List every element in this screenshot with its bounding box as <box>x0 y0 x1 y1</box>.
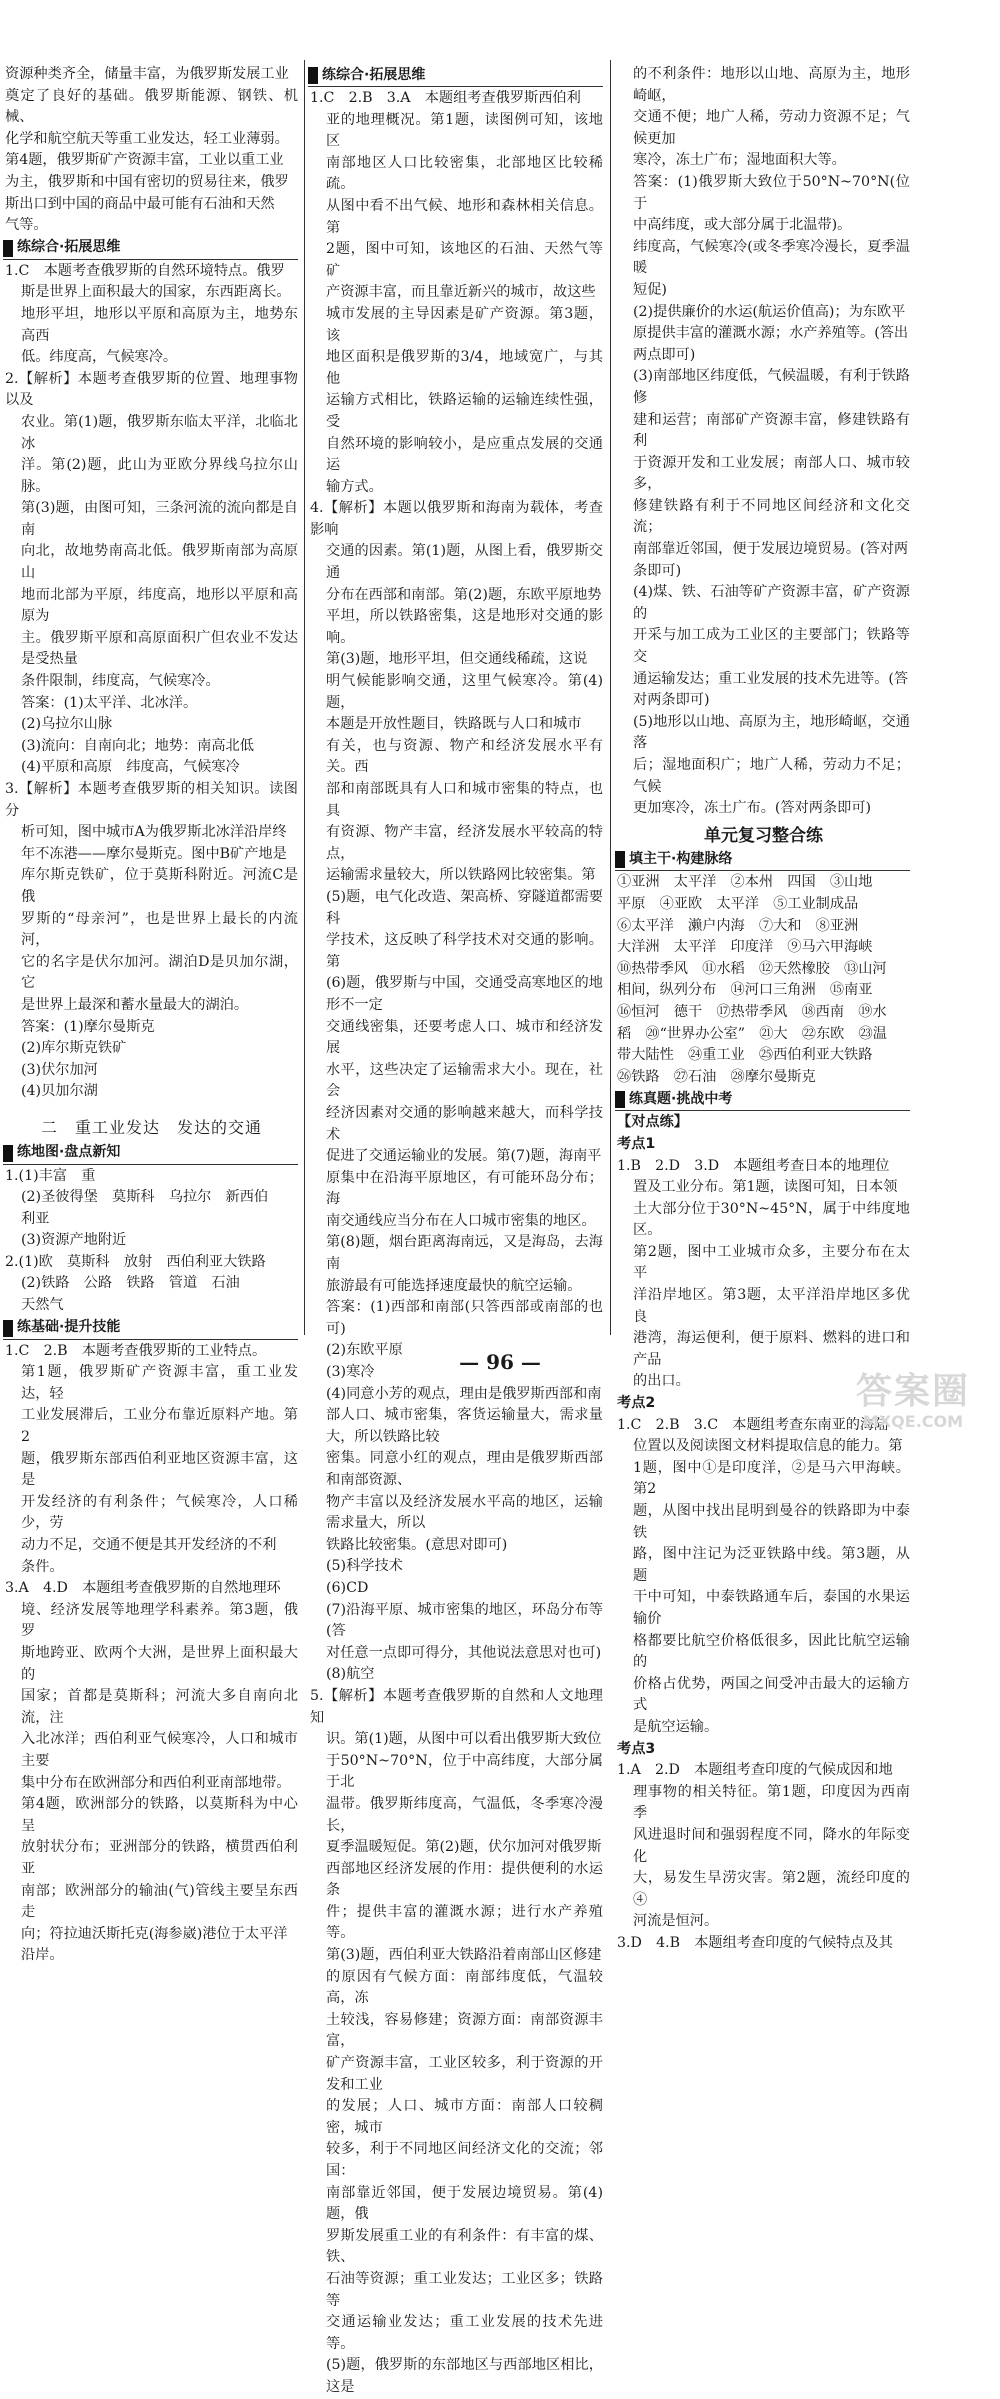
text-line: 动力不足，交通不便是其开发经济的不利 <box>21 1537 277 1553</box>
text-line: 亚的地理概况。第1题，读图例可知，该地区 <box>326 111 603 150</box>
text-line: 第(8)题，烟台距离海南远，又是海岛，去海南 <box>326 1234 603 1273</box>
text-line: 温带。俄罗斯纬度高，气温低，冬季寒冷漫长， <box>326 1795 603 1834</box>
text-line: 1.C 2.B 本题考查俄罗斯的工业特点。 <box>5 1342 267 1359</box>
text-line: 利亚 <box>21 1210 50 1227</box>
section-bar-icon <box>308 67 318 84</box>
text-line: 的发展；人口、城市方面：南部人口较稠密，城市 <box>326 2098 603 2136</box>
text-line: 工业发展滞后，工业分布靠近原料产地。第2 <box>21 1407 298 1446</box>
text-line: 1.(1)丰富 重 <box>5 1167 96 1184</box>
answer-line: 于资源开发和工业发展；南部人口、城市较多， <box>633 454 910 493</box>
text-line: 第(3)题，地形平坦，但交通线稀疏，这说 <box>326 651 588 668</box>
text-line: (2)圣彼得堡 莫斯科 乌拉尔 新西伯 <box>21 1189 269 1206</box>
text-line: 2题，图中可知，该地区的石油、天然气等矿 <box>326 241 603 279</box>
text-line: 路，图中注记为泛亚铁路中线。第3题，从题 <box>633 1546 910 1584</box>
answer-line: (3)南部地区纬度低，气候温暖，有利于铁路修 <box>633 368 910 406</box>
text-line: 第4题，欧洲部分的铁路，以莫斯科为中心呈 <box>21 1796 298 1834</box>
text-line: 寒冷，冻土广布；湿地面积大等。 <box>633 152 846 169</box>
text-line: 学技术，这反映了科学技术对交通的影响。第 <box>326 932 603 970</box>
text-line: 气等。 <box>5 217 48 234</box>
text-line: 交通运输业发达；重工业发展的技术先进等。 <box>326 2314 603 2352</box>
text-line: 交通的因素。第(1)题，从图上看，俄罗斯交通 <box>326 543 603 582</box>
answer-line: (3)伏尔加河 <box>21 1061 98 1078</box>
question-1 <box>5 261 298 369</box>
text-line: 较多，利于不同地区间经济文化的交流；邻国： <box>326 2141 603 2179</box>
text-line: 斯地跨亚、欧两个大洲，是世界上面积最大的 <box>21 1644 298 1683</box>
text-line: 第1题，俄罗斯矿产资源丰富，重工业发达，轻 <box>21 1364 298 1402</box>
text-line: 本题是开放性题目，铁路既与人口和城市 <box>326 716 582 733</box>
text-line: 干中可知，中泰铁路通车后，泰国的水果运输价 <box>633 1589 910 1627</box>
text-line: 第2题，图中工业城市众多，主要分布在太平 <box>633 1243 910 1282</box>
text-line: 第(3)题，西伯利亚大铁路沿着南部山区修建 <box>326 1947 602 1964</box>
text-line: 第(3)题，由图可知，三条河流的流向都是自南 <box>21 500 298 538</box>
text-line: 题，俄罗斯东部西伯利亚地区资源丰富，这是 <box>21 1450 298 1489</box>
text-line: 夏季温暖短促。第(2)题，伏尔加河对俄罗斯 <box>326 1839 602 1856</box>
text-line: 输方式。 <box>326 478 383 495</box>
question-3 <box>5 779 298 1103</box>
section-title: 填主干·构建脉络 <box>629 851 733 868</box>
map-answers <box>5 1166 298 1317</box>
kaodian-title: 考点1 <box>617 1135 656 1152</box>
text-line: 相间，纵列分布 ⑭河口三角洲 ⑮南亚 <box>617 982 873 999</box>
text-line: 运输需求量较大，所以铁路网比较密集。第 <box>326 867 596 884</box>
text-line: 河流是恒河。 <box>633 1913 719 1930</box>
answer-line: 开采与加工成为工业区的主要部门；铁路等交 <box>633 627 910 666</box>
text-line: 原集中在沿海平原地区，有可能环岛分布；海 <box>326 1169 603 1208</box>
text-line: 是航空运输。 <box>633 1718 719 1735</box>
text-line: 向北，故地势南高北低。俄罗斯南部为高原山 <box>21 543 298 582</box>
text-line: 明气候能影响交通，这里气候寒冷。第(4)题， <box>326 673 603 711</box>
text-line: 4.【解析】本题以俄罗斯和海南为载体，考查影响 <box>310 500 603 538</box>
answer-line: 两点即可) <box>633 346 696 363</box>
text-line: 库尔斯克铁矿，位于莫斯科附近。河流C是俄 <box>21 867 298 905</box>
text-line: 奠定了良好的基础。俄罗斯能源、钢铁、机械、 <box>5 87 298 126</box>
section-header <box>3 1318 298 1340</box>
text-line: 集中分布在欧洲部分和西伯利亚南部地带。 <box>21 1774 291 1791</box>
section-title: 练真题·挑战中考 <box>629 1091 733 1108</box>
text-line: 南部靠近邻国，便于发展边境贸易。第(4)题，俄 <box>326 2184 603 2223</box>
text-line: 为主，俄罗斯和中国有密切的贸易往来，俄罗 <box>5 173 289 190</box>
text-line: 它的名字是伏尔加河。湖泊D是贝加尔湖，它 <box>21 953 298 992</box>
text-line: 条件限制，纬度高，气候寒冷。 <box>21 673 220 690</box>
text-line: 带大陆性 ㉔重工业 ㉕西伯利亚大铁路 <box>617 1047 873 1064</box>
kaodian-2 <box>617 1415 910 1739</box>
answer-line: 更加寒冷，冻土广布。(答对两条即可) <box>633 800 872 817</box>
text-line: 位置以及阅读图文材料提取信息的能力。第 <box>633 1438 903 1455</box>
text-line: 经济因素对交通的影响越来越大，而科学技术 <box>326 1104 603 1143</box>
text-line: 斯是世界上面积最大的国家，东西距离长。 <box>21 284 291 301</box>
text-line: 主。俄罗斯平原和高原面积广但农业不发达是受热量 <box>21 629 298 668</box>
fill-answers <box>617 872 910 1088</box>
section-title: 练基础·提升技能 <box>17 1319 121 1336</box>
text-line: ①亚洲 太平洋 ②本州 四国 ③山地 <box>617 874 873 891</box>
answer-line: 南部靠近邻国，便于发展边境贸易。(答对两 <box>633 541 909 558</box>
section-header <box>308 65 603 87</box>
page-number: — 96 — <box>459 1350 541 1374</box>
text-line: 于50°N~70°N，位于中高纬度，大部分属于北 <box>326 1752 603 1791</box>
text-line: 入北冰洋；西伯利亚气候寒冷，人口和城市主要 <box>21 1731 298 1769</box>
text-line: 3.A 4.D 本题组考查俄罗斯的自然地理环 <box>5 1580 281 1597</box>
question-1-3 <box>310 88 603 498</box>
text-line: 1.A 2.D 本题组考查印度的气候成因和地 <box>617 1762 893 1779</box>
section-bar-icon <box>3 1320 13 1337</box>
question-2 <box>5 369 298 779</box>
text-line: ⑩热带季风 ⑪水稻 ⑫天然橡胶 ⑬山河 <box>617 960 887 977</box>
answer-line: 答案：(1)西部和南部(只答西部或南部的也可) <box>326 1299 603 1337</box>
answer-line: 修建铁路有利于不同地区间经济和文化交流； <box>633 497 910 536</box>
text-line: 的出口。 <box>633 1373 690 1390</box>
q5-continued <box>617 64 910 820</box>
text-line: 5.【解析】本题考查俄罗斯的自然和人文地理知 <box>310 1687 603 1726</box>
answer-line: (3)流向：自南向北；地势：南高北低 <box>21 737 254 754</box>
text-line: 土大部分位于30°N~45°N，属于中纬度地区。 <box>633 1200 910 1239</box>
text-line: 地区面积是俄罗斯的3/4，地域宽广，与其他 <box>326 349 603 387</box>
text-line: 港湾，海运便利，便于原料、燃料的进口和产品 <box>633 1330 910 1368</box>
answer-line: 物产丰富以及经济发展水平高的地区，运输需求量大，所以 <box>326 1493 603 1532</box>
text-line: (2)铁路 公路 铁路 管道 石油 <box>21 1275 240 1292</box>
watermark-logo <box>838 1372 988 1436</box>
text-line: 境、经济发展等地理学科素养。第3题，俄罗 <box>21 1601 298 1640</box>
text-line: 平坦，所以铁路密集，这是地形对交通的影响。 <box>326 608 603 646</box>
section-title: 练综合·拓展思维 <box>17 239 121 256</box>
text-line: 石油等资源；重工业发达；工业区多；铁路等 <box>326 2270 603 2309</box>
text-line: 资源种类齐全，储量丰富，为俄罗斯发展工业 <box>5 66 289 82</box>
text-line: 产资源丰富，而且靠近新兴的城市，故这些 <box>326 284 596 301</box>
answer-line: (4)同意小芳的观点，理由是俄罗斯西部和南 <box>326 1385 602 1402</box>
answer-line: (5)地形以山地、高原为主，地形崎岖，交通落 <box>633 713 910 752</box>
section-title: 练综合·拓展思维 <box>322 66 426 83</box>
text-line: 交通不便；地广人稀，劳动力资源不足；气候更加 <box>633 109 910 147</box>
answer-line: 答案：(1)俄罗斯大致位于50°N~70°N(位于 <box>633 173 910 212</box>
text-line: 格都要比航空价格低很多，因此比航空运输的 <box>633 1632 910 1671</box>
text-line: ㉖铁路 ㉗石油 ㉘摩尔曼斯克 <box>617 1068 816 1085</box>
answer-line: 后；湿地面积广；地广人稀，劳动力不足；气候 <box>633 757 910 795</box>
text-line: 向；符拉迪沃斯托克(海参崴)港位于太平洋 <box>21 1925 288 1942</box>
text-line: 识。第(1)题，从图中可以看出俄罗斯大致位 <box>326 1731 602 1748</box>
kaodian-title: 考点3 <box>617 1740 656 1757</box>
text-line: 1.B 2.D 3.D 本题组考查日本的地理位 <box>617 1157 890 1174</box>
text-line: 化学和航空航天等重工业发达，轻工业薄弱。 <box>5 130 289 147</box>
text-line: 有资源、物产丰富，经济发展水平较高的特点， <box>326 824 603 862</box>
answer-line: 对两条即可) <box>633 692 710 709</box>
answer-line: 部人口、城市密集，客货运输量大，需求量大，所以铁路比较 <box>326 1407 603 1445</box>
subsection-title: 【对点练】 <box>617 1114 688 1131</box>
basic-answers <box>5 1341 298 1967</box>
text-line: 价格占优势，两国之间受冲击最大的运输方式 <box>633 1675 910 1714</box>
text-line: 促进了交通运输业的发展。第(7)题，海南平 <box>326 1148 602 1165</box>
watermark-title: 答案圈 <box>855 1371 970 1412</box>
text-line: 国家；首都是莫斯科；河流大多自南向北流，注 <box>21 1688 298 1726</box>
answer-line: 条即可) <box>633 562 682 579</box>
text-line: 农业。第(1)题，俄罗斯东临太平洋，北临北冰 <box>21 413 298 452</box>
text-line: ⑥太平洋 濑户内海 ⑦大和 ⑧亚洲 <box>617 917 859 934</box>
section-bar-icon <box>3 1145 13 1162</box>
text-line: 1题，图中①是印度洋，②是马六甲海峡。第2 <box>633 1459 910 1498</box>
text-line: 1.C 本题考查俄罗斯的自然环境特点。俄罗 <box>5 262 285 279</box>
text-line: 斯出口到中国的商品中最可能有石油和天然 <box>5 195 275 212</box>
text-line: 南交通线应当分布在人口城市密集的地区。 <box>326 1212 596 1229</box>
text-line: 大，易发生旱涝灾害。第2题，流经印度的④ <box>633 1870 910 1908</box>
text-line: 洋。第(2)题，此山为亚欧分界线乌拉尔山脉。 <box>21 457 298 495</box>
answer-line: (8)航空 <box>326 1666 375 1683</box>
text-line: 西部地区经济发展的作用：提供便利的水运条 <box>326 1860 603 1899</box>
answer-line: (4)平原和高原 纬度高，气候寒冷 <box>21 759 240 776</box>
section-header <box>3 238 298 260</box>
column-left <box>5 64 298 1967</box>
text-line: 1.C 2.B 3.A 本题组考查俄罗斯西伯利 <box>310 90 581 106</box>
answer-line: (5)科学技术 <box>326 1558 403 1575</box>
text-line: 南部；欧洲部分的输油(气)管线主要呈东西走 <box>21 1882 298 1921</box>
text-line: 矿产资源丰富，工业区较多，利于资源的开发和工业 <box>326 2055 603 2093</box>
text-line: 析可知，图中城市A为俄罗斯北冰洋沿岸终 <box>21 824 287 841</box>
answer-line: 答案：(1)太平洋、北冰洋。 <box>21 694 198 711</box>
text-line: 交通线密集，还要考虑人口、城市和经济发展 <box>326 1018 603 1057</box>
text-line: 的不利条件：地形以山地、高原为主，地形崎岖， <box>633 66 910 104</box>
watermark-url: MXQE.COM <box>862 1412 964 1431</box>
text-line: 置及工业分布。第1题，读图可知，日本领 <box>633 1179 898 1196</box>
text-line: 平原 ④亚欧 太平洋 ⑤工业制成品 <box>617 895 859 912</box>
text-line: 年不冻港——摩尔曼斯克。图中B矿产地是 <box>21 845 287 862</box>
section-bar-icon <box>615 1091 625 1108</box>
text-line: 洋沿岸地区。第3题，太平洋沿岸地区多优良 <box>633 1287 910 1325</box>
text-line: (5)题，俄罗斯的东部地区与西部地区相比，这是 <box>326 2357 603 2395</box>
text-line: 天然气 <box>21 1297 64 1314</box>
answer-line: (2)东欧平原 <box>326 1342 403 1359</box>
text-line: 低。纬度高，气候寒冷。 <box>21 349 178 366</box>
answer-line: (2)提供廉价的水运(航运价值高)；为东欧平 <box>633 303 906 320</box>
answer-line: (7)沿海平原、城市密集的地区，环岛分布等(答 <box>326 1601 603 1640</box>
text-line: 有关，也与资源、物产和经济发展水平有关。西 <box>326 737 603 776</box>
column-right <box>617 64 910 1954</box>
text-line: 部和南部既具有人口和城市密集的特点，也具 <box>326 781 603 819</box>
section-bar-icon <box>3 240 13 257</box>
text-line: 件；提供丰富的灌溉水源；进行水产养殖等。 <box>326 1903 603 1942</box>
text-line: 罗斯发展重工业的有利条件：有丰富的煤、铁、 <box>326 2227 603 2266</box>
text-line: 开发经济的有利条件；气候寒冷，人口稀少，劳 <box>21 1493 298 1532</box>
text-line: (3)资源产地附近 <box>21 1232 127 1249</box>
text-line: 土较浅，容易修建；资源方面：南部资源丰富， <box>326 2011 603 2050</box>
answer-line: 短促) <box>633 281 667 298</box>
question-5 <box>310 1686 603 2399</box>
text-line: 大洋洲 太平洋 印度洋 ⑨马六甲海峡 <box>617 939 873 956</box>
text-line: 水平，这些决定了运输需求大小。现在，社会 <box>326 1061 603 1100</box>
text-line: 是世界上最深和蓄水量最大的湖泊。 <box>21 996 249 1013</box>
text-line: 地而北部为平原，纬度高，地形以平原和高原为 <box>21 586 298 625</box>
text-line: 南部地区人口比较密集，北部地区比较稀疏。 <box>326 154 603 193</box>
answer-line: 对任意一点即可得分，其他说法意思对也可) <box>326 1644 602 1661</box>
column-divider <box>304 60 305 1335</box>
text-line: ⑯恒河 德干 ⑰热带季风 ⑱西南 ⑲水 <box>617 1003 887 1020</box>
answer-line: (6)CD <box>326 1579 369 1596</box>
answer-line: (3)寒冷 <box>326 1364 375 1381</box>
section-header <box>615 1089 910 1111</box>
text-line: 第4题，俄罗斯矿产资源丰富，工业以重工业 <box>5 152 284 169</box>
section-header <box>615 849 910 871</box>
col1-intro <box>5 64 298 237</box>
text-line: 旅游最有可能选择速度最快的航空运输。 <box>326 1277 582 1294</box>
text-line: 3.【解析】本题考查俄罗斯的相关知识。读图分 <box>5 781 298 819</box>
text-line: 题，从图中找出昆明到曼谷的铁路即为中泰铁 <box>633 1503 910 1541</box>
section-title: 练地图·盘点新知 <box>17 1144 121 1161</box>
text-line: 风进退时间和强弱程度不同，降水的年际变化 <box>633 1826 910 1865</box>
text-line: 放射状分布；亚洲部分的铁路，横贯西伯利亚 <box>21 1839 298 1877</box>
text-line: 2.【解析】本题考查俄罗斯的位置、地理事物以及 <box>5 370 298 409</box>
text-line: 的原因有气候方面：南部纬度低，气温较高，冻 <box>326 1968 603 2007</box>
text-line: 条件。 <box>21 1558 64 1575</box>
answer-line: 密集。同意小红的观点，理由是俄罗斯西部和南部资源、 <box>326 1450 603 1488</box>
answer-line: (4)贝加尔湖 <box>21 1083 98 1100</box>
text-line: 地形平坦，地形以平原和高原为主，地势东高西 <box>21 305 298 344</box>
answer-line: 答案：(1)摩尔曼斯克 <box>21 1018 155 1035</box>
answer-line: 通运输发达；重工业发展的技术先进等。(答 <box>633 670 909 687</box>
answer-line: 纬度高，气候寒冷(或冬季寒冷漫长，夏季温暖 <box>633 238 910 277</box>
chapter-title: 二 重工业发达 发达的交通 <box>40 1117 262 1137</box>
answer-line: (4)煤、铁、石油等矿产资源丰富，矿产资源的 <box>633 584 910 622</box>
text-line: 从图中看不出气候、地形和森林相关信息。第 <box>326 197 603 236</box>
section-bar-icon <box>615 851 625 868</box>
text-line: 稻 ⑳“世界办公室” ㉑大 ㉒东欧 ㉓温 <box>617 1025 887 1042</box>
text-line: 理事物的相关特征。第1题，印度因为西南季 <box>633 1783 910 1822</box>
answer-line: 中高纬度，或大部分属于北温带)。 <box>633 217 852 234</box>
text-line: (5)题，电气化改造、架高桥、穿隧道都需要科 <box>326 888 603 927</box>
question-4 <box>310 498 603 1686</box>
kaodian-title: 考点2 <box>617 1395 656 1412</box>
text-line: 城市发展的主导因素是矿产资源。第3题，该 <box>326 305 603 344</box>
text-line: 罗斯的“母亲河”，也是世界上最长的内流河， <box>21 910 298 949</box>
column-divider <box>610 60 611 1335</box>
answer-line: (2)乌拉尔山脉 <box>21 716 113 733</box>
answer-line: 铁路比较密集。(意思对即可) <box>326 1536 508 1553</box>
text-line: 分布在西部和南部。第(2)题，东欧平原地势 <box>326 586 602 603</box>
answer-line: 原提供丰富的灌溉水源；水产养殖等。(答出 <box>633 325 909 342</box>
text-line: 运输方式相比，铁路运输的运输连续性强，受 <box>326 392 603 430</box>
section-header <box>3 1143 298 1165</box>
column-middle <box>310 64 603 2399</box>
answer-line: (2)库尔斯克铁矿 <box>21 1040 127 1057</box>
unit-title: 单元复习整合练 <box>704 825 823 846</box>
text-line: 自然环境的影响较小，是应重点发展的交通运 <box>326 435 603 474</box>
answer-line: 建和运营；南部矿产资源丰富，修建铁路有利 <box>633 411 910 450</box>
kaodian-3 <box>617 1760 910 1954</box>
text-line: 2.(1)欧 莫斯科 放射 西伯利亚大铁路 <box>5 1253 266 1270</box>
text-line: (6)题，俄罗斯与中国，交通受高寒地区的地形不一定 <box>326 975 603 1013</box>
text-line: 1.C 2.B 3.C 本题组考查东南亚的海陆 <box>617 1416 889 1433</box>
text-line: 3.D 4.B 本题组考查印度的气候特点及其 <box>617 1934 893 1951</box>
text-line: 沿岸。 <box>21 1947 64 1964</box>
